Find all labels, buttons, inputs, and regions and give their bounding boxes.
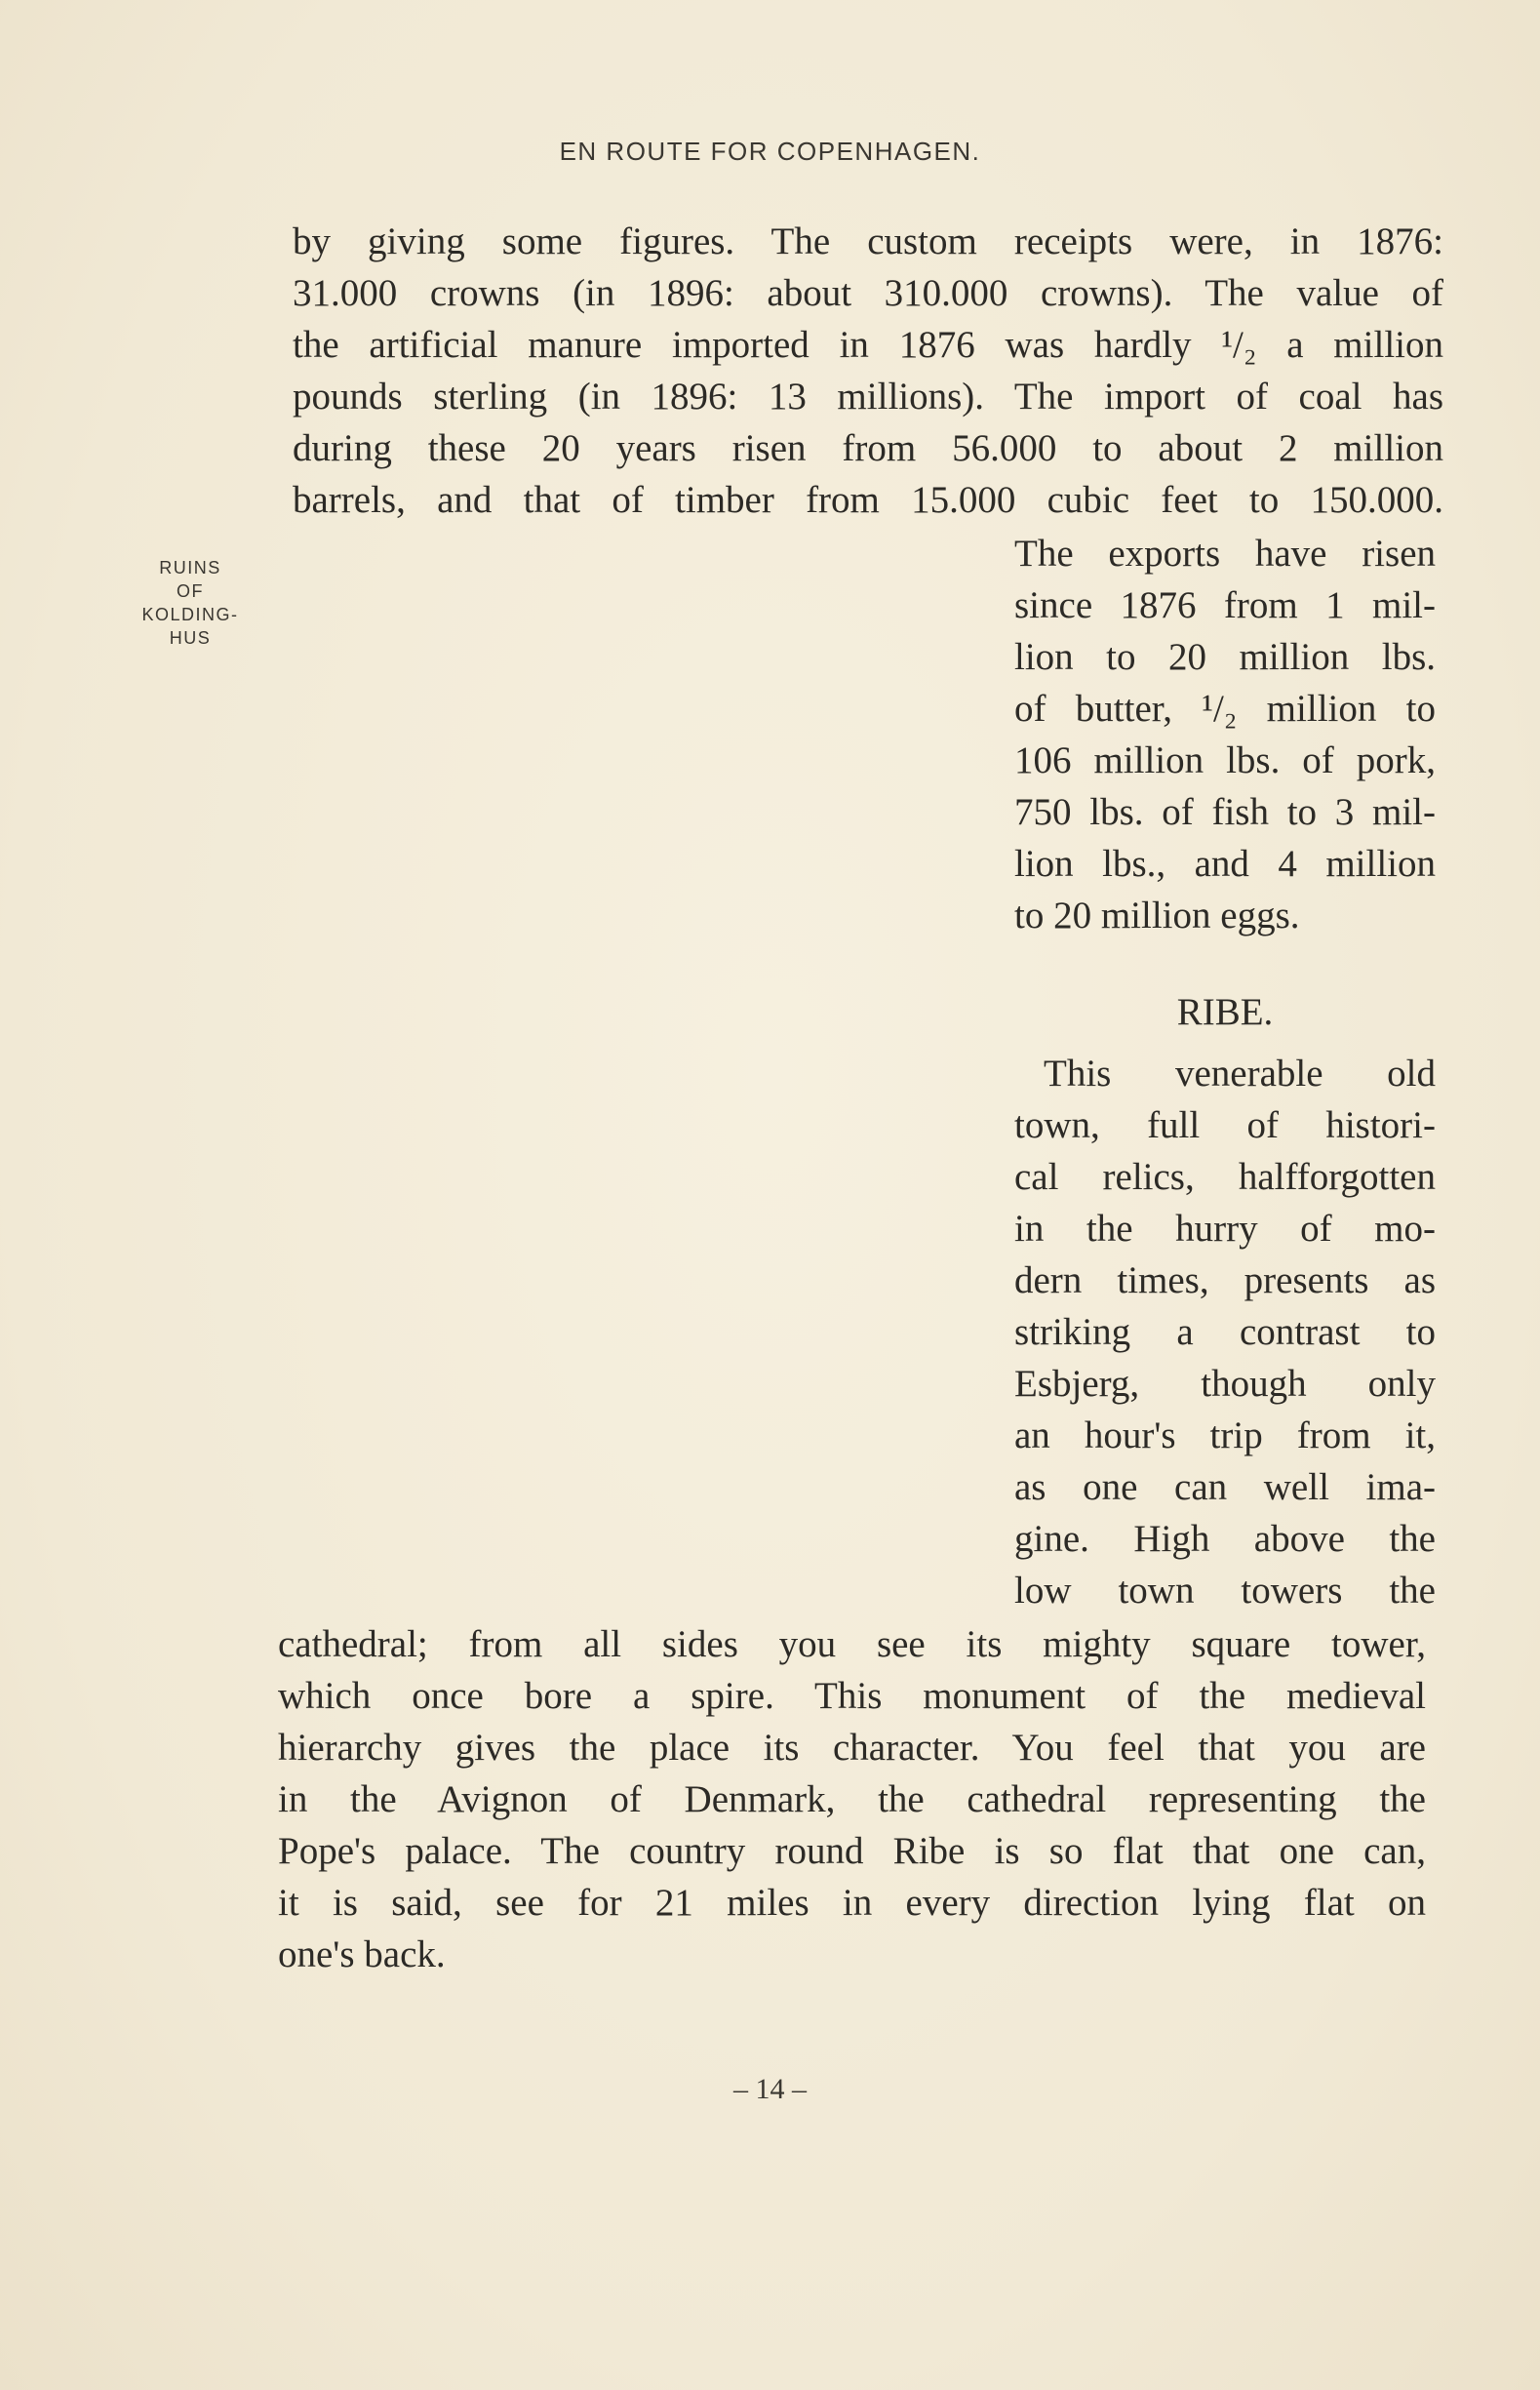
ribe-line: in the hurry of mo- [1014, 1208, 1436, 1250]
ribe-line: This venerable old [1044, 1053, 1436, 1095]
ribe-line: cal relics, halfforgotten [1014, 1156, 1436, 1198]
ribe-line: as one can well ima- [1014, 1466, 1436, 1508]
ribe-line: low town towers the [1014, 1570, 1436, 1612]
sidenote-line: HUS [169, 628, 212, 648]
body-line: 31.000 crowns (in 1896: about 310.000 crowns). The value of [293, 272, 1443, 314]
body-line: one's back. [278, 1933, 446, 1975]
body-line: in the Avignon of Denmark, the cathedral representing the [278, 1778, 1426, 1820]
body-line: by giving some figures. The custom receipts were, in 1876: [293, 220, 1443, 262]
body-line: hierarchy gives the place its character. You feel that you are [278, 1727, 1426, 1769]
column-line: lion lbs., and 4 million [1014, 843, 1436, 885]
body-line: which once bore a spire. This monument of the medieval [278, 1675, 1426, 1717]
sidenote-line: KOLDING- [141, 605, 239, 624]
column-line: of butter, ¹/₂ million to [1014, 688, 1436, 730]
body-line: it is said, see for 21 miles in every direction lying flat on [278, 1882, 1426, 1924]
body-line: during these 20 years risen from 56.000 to about 2 million [293, 427, 1443, 469]
column-line: to 20 million eggs. [1014, 895, 1300, 936]
column-line: since 1876 from 1 mil- [1014, 584, 1436, 626]
ribe-line: an hour's trip from it, [1014, 1414, 1436, 1456]
sidenote-line: OF [177, 581, 204, 601]
ribe-line: dern times, presents as [1014, 1259, 1436, 1301]
body-line: barrels, and that of timber from 15.000 cubic feet to 150.000. [293, 479, 1443, 521]
column-line: 750 lbs. of fish to 3 mil- [1014, 791, 1436, 833]
body-line: cathedral; from all sides you see its mighty square tower, [278, 1623, 1426, 1665]
page-number: – 14 – [733, 2073, 807, 2105]
ribe-line: town, full of histori- [1014, 1104, 1436, 1146]
running-head: EN ROUTE FOR COPENHAGEN. [559, 137, 981, 166]
body-line: Pope's palace. The country round Ribe is so flat that one can, [278, 1830, 1426, 1872]
ribe-line: striking a contrast to [1014, 1311, 1436, 1353]
section-title-ribe: RIBE. [1176, 991, 1274, 1033]
column-line: 106 million lbs. of pork, [1014, 739, 1436, 781]
column-line: The exports have risen [1014, 533, 1436, 575]
body-line: pounds sterling (in 1896: 13 millions). The import of coal has [293, 376, 1443, 418]
illustration-sidenote [122, 556, 258, 650]
column-line: lion to 20 million lbs. [1014, 636, 1436, 678]
sidenote-line: RUINS [159, 558, 221, 578]
koldinghus-ruins-illustration [256, 576, 967, 1590]
ribe-line: Esbjerg, though only [1014, 1363, 1436, 1405]
body-line: the artificial manure imported in 1876 was hardly ¹/₂ a million [293, 324, 1443, 366]
ribe-line: gine. High above the [1014, 1518, 1436, 1560]
